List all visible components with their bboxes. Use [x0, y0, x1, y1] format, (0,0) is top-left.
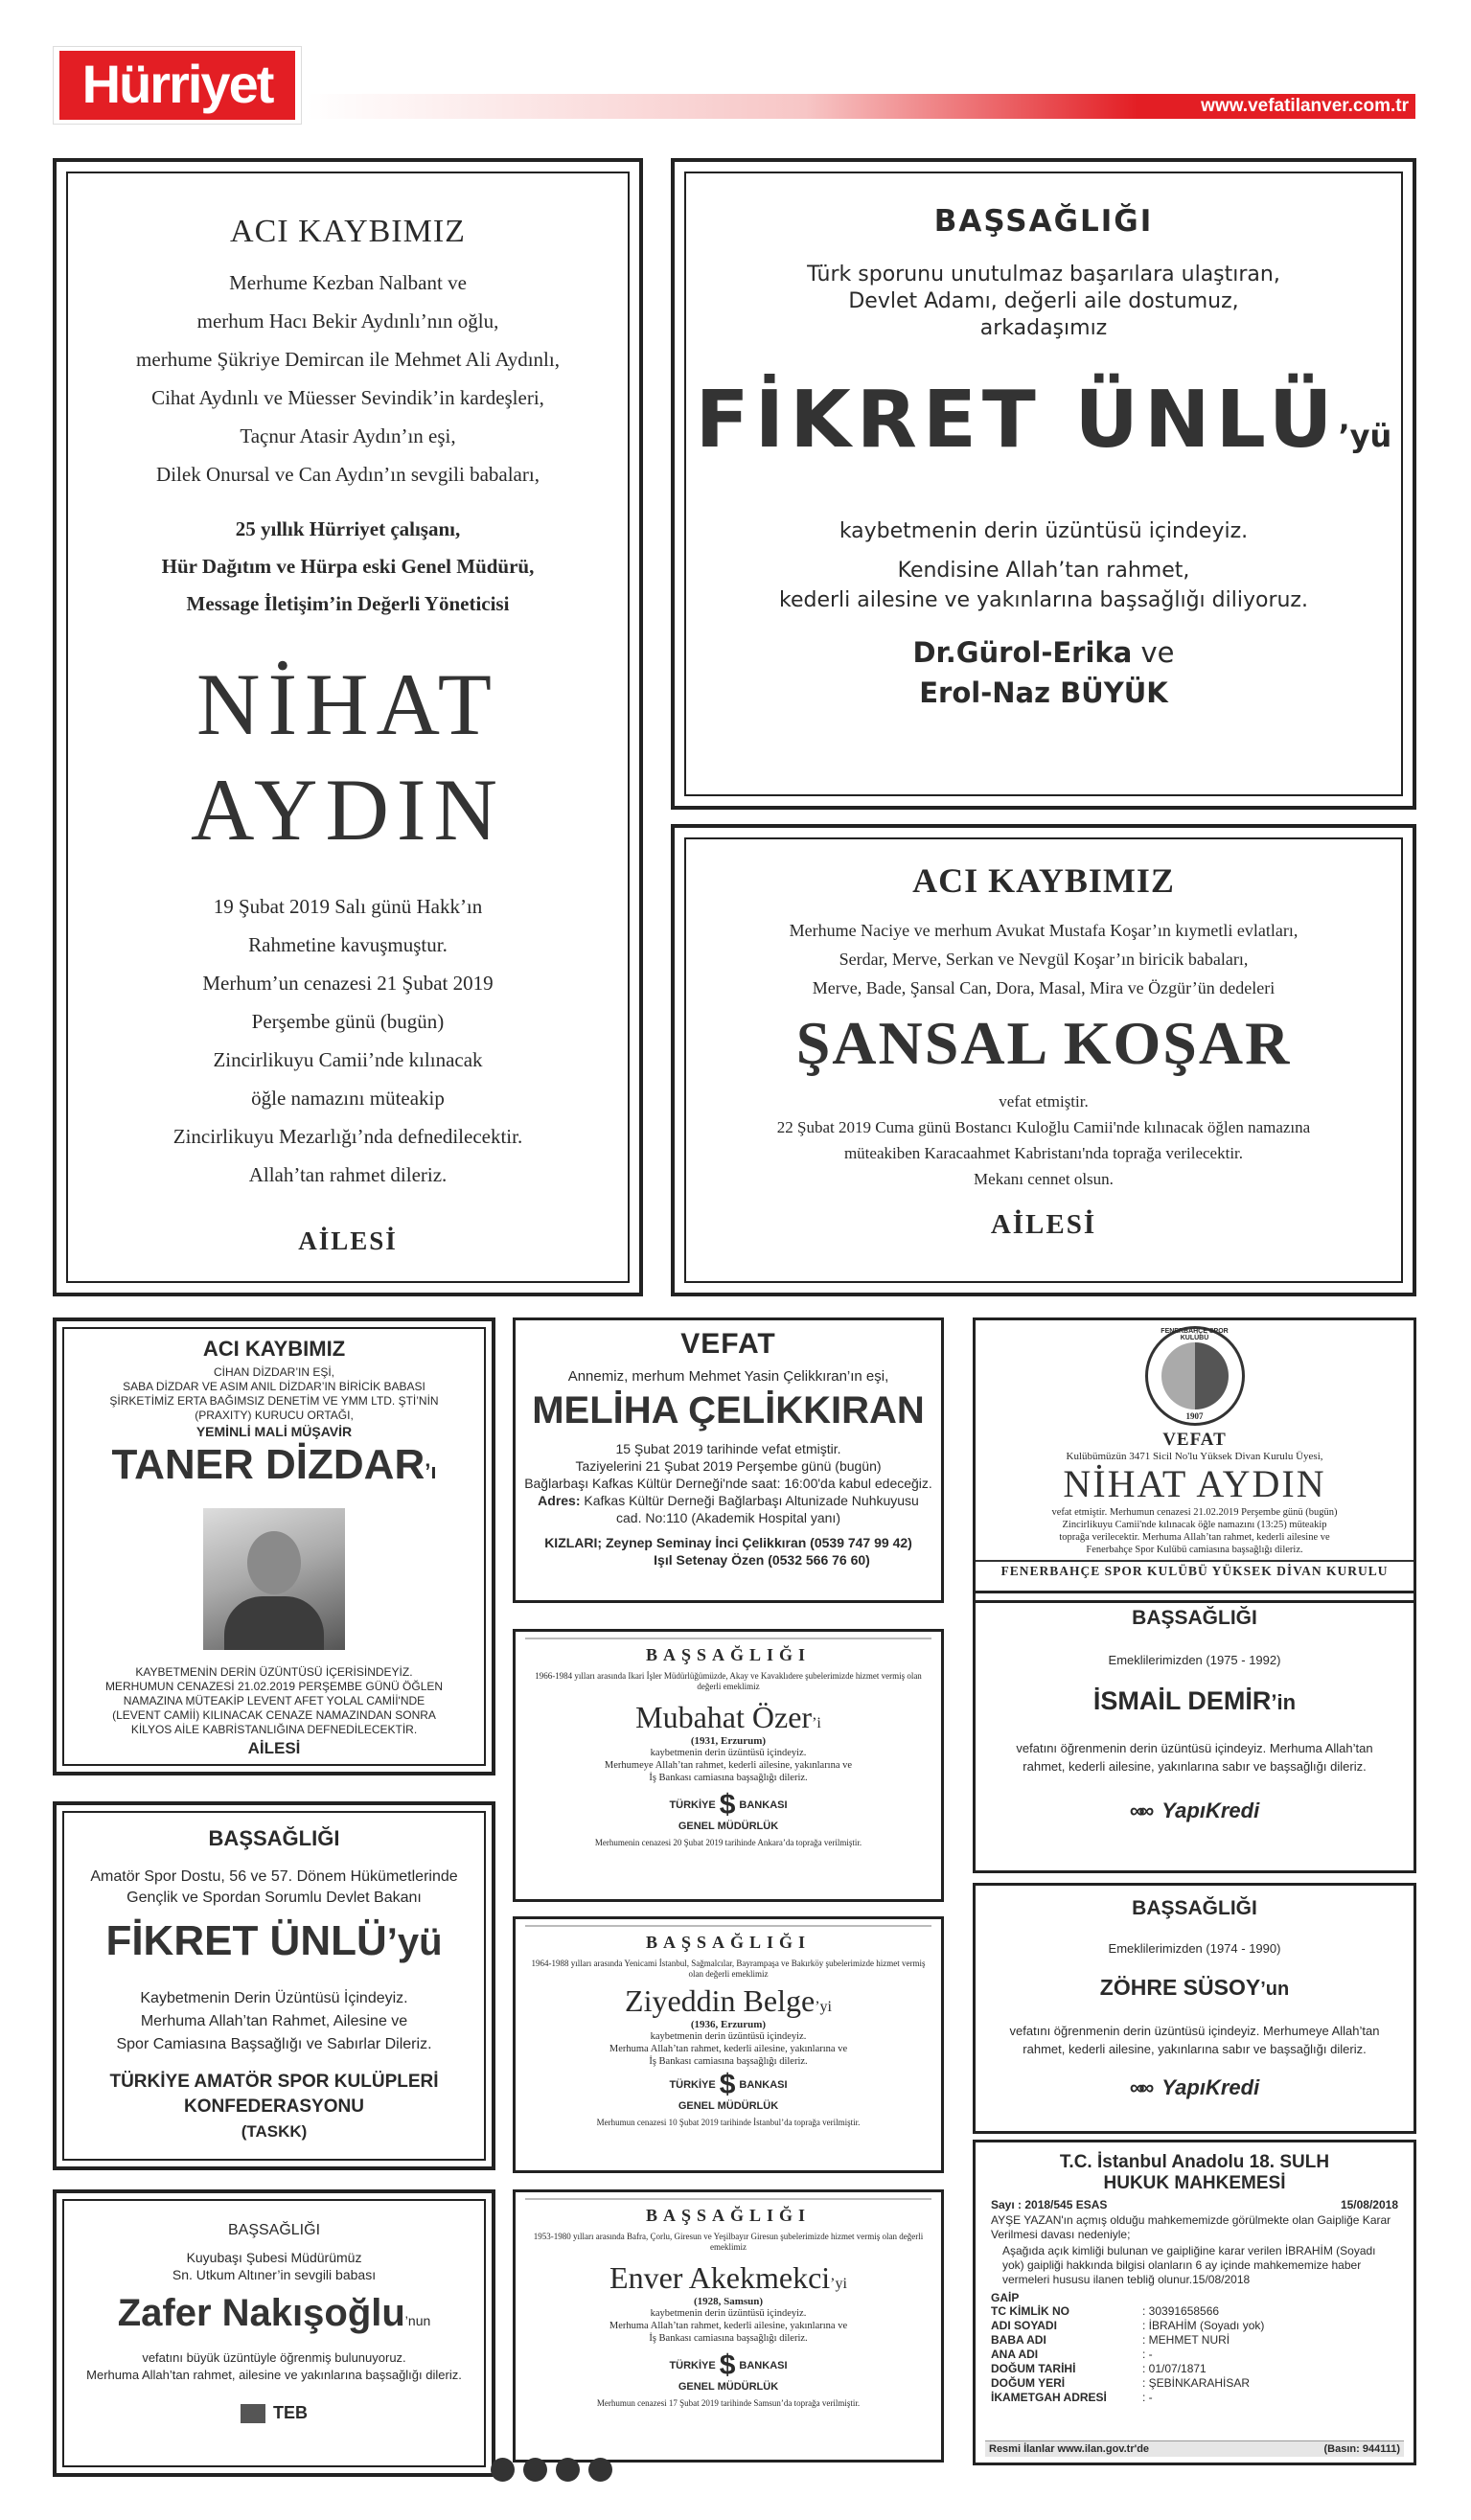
notice-field-label: ANA ADI: [991, 2348, 1039, 2361]
isbank-logo: [516, 1789, 941, 1821]
text-line: Taçnur Atasir Aydın’ın eşi,: [240, 424, 456, 447]
bank-text: BANKASI: [739, 1799, 788, 1811]
ad-title: ACI KAYBIMIZ: [912, 861, 1175, 900]
text-line: Dilek Onursal ve Can Aydın’ın sevgili babaları,: [156, 463, 540, 486]
text-line: KAYBETMENİN DERİN ÜZÜNTÜSÜ İÇERİSİNDEYİZ.: [135, 1665, 413, 1679]
name-text: ZÖHRE SÜSOY: [1099, 1975, 1261, 2000]
text-line: kaybetmenin derin üzüntüsü içindeyiz.: [650, 2031, 807, 2042]
notice-field-value: : ŞEBİNKARAHİSAR: [1142, 2376, 1251, 2390]
text-line: Emeklilerimizden (1975 - 1992): [1108, 1653, 1281, 1667]
signature-conj: ve: [1132, 636, 1175, 669]
name-suffix: ’ı: [425, 1459, 437, 1483]
notice-field-value: : 01/07/1871: [1142, 2362, 1207, 2375]
deceased-name: [516, 1700, 941, 1735]
name-suffix: ’yü: [386, 1921, 443, 1963]
text-line: Hür Dağıtım ve Hürpa eski Genel Müdürü,: [161, 555, 535, 578]
brand-logo: [53, 46, 302, 125]
notice-field-value: : İBRAHİM (Soyadı yok): [1142, 2319, 1265, 2332]
text-line: (1931, Erzurum): [690, 1735, 767, 1747]
ad-title: BAŞSAĞLIĞI: [1132, 1607, 1257, 1629]
text-line: Merhumenin cenazesi 20 Şubat 2019 tarihinde Ankara’da toprağa verilmiştir.: [594, 1838, 862, 1847]
teb-logo: [64, 2403, 484, 2423]
text-line: merhum Hacı Bekir Aydınlı’nın oğlu,: [196, 309, 499, 332]
text-line: 1966-1984 yılları arasında Ikari İşler Müdürlüğümüzde, Akay ve Kavaklıdere şubelerimizde hizmet vermiş olan değerli emeklimiz: [535, 1671, 922, 1691]
text-line: Annemiz, merhum Mehmet Yasin Çelikkıran’ın eşi,: [567, 1368, 889, 1385]
deceased-name: NİHAT AYDIN: [1063, 1462, 1326, 1505]
text-line: Merhume Kezban Nalbant ve: [229, 271, 467, 294]
notice-field-label: TC KİMLİK NO: [991, 2304, 1069, 2318]
isbank-logo: [516, 2349, 941, 2381]
deceased-name: [976, 1686, 1414, 1716]
text-line: Serdar, Merve, Serkan ve Nevgül Koşar’ın biricik babaları,: [839, 950, 1249, 969]
text-line: (1936, Erzurum): [690, 2019, 767, 2030]
text-line: vefat etmiştir.: [999, 1092, 1089, 1111]
name-text: Mubahat Özer: [635, 1700, 813, 1734]
text-line: İş Bankası camiasına başsağlığı dileriz.: [649, 2333, 808, 2344]
name-text: FİKRET ÜNLÜ: [105, 1917, 387, 1964]
notice-field-value: : -: [1142, 2391, 1153, 2404]
text-line: Bağlarbaşı Kafkas Kültür Derneği'nde saat: 16:00'da kabul edeceğiz.: [524, 1476, 932, 1491]
daughter-contact: Zeynep Seminay İnci Çelikkıran (0539 747 99 42): [605, 1535, 912, 1550]
yapikredi-logo: [976, 2075, 1414, 2100]
name-text: Ziyeddin Belge: [625, 1983, 816, 2018]
text-line: Merhumun cenazesi 17 Şubat 2019 tarihinde Samsun’da toprağa verilmiştir.: [596, 2398, 861, 2408]
name-suffix: ’i: [812, 1715, 821, 1731]
bank-text: BANKASI: [739, 2079, 788, 2091]
yapikredi-icon: ∞∞: [1129, 2075, 1149, 2099]
ad-title: ACI KAYBIMIZ: [230, 214, 466, 249]
text-line: merhume Şükriye Demircan ile Mehmet Ali Aydınlı,: [136, 348, 560, 371]
name-suffix: ’yi: [815, 1999, 832, 2015]
notice-field-label: ADI SOYADI: [991, 2319, 1057, 2332]
logo-text: YapıKredi: [1161, 2075, 1260, 2099]
bank-text: TÜRKİYE: [669, 1799, 716, 1811]
notice-field-value: : MEHMET NURİ: [1142, 2333, 1230, 2347]
name-suffix: ’un: [1260, 1979, 1290, 2000]
condolence-ziyeddin-belge: [513, 1916, 944, 2173]
text-line: Kuyubaşı Şubesi Müdürümüz: [186, 2250, 362, 2265]
text-line: kaybetmenin derin üzüntüsü içindeyiz.: [650, 2308, 807, 2319]
ad-title: BAŞSAĞLIĞI: [933, 204, 1154, 239]
notice-section: GAİP: [991, 2291, 1020, 2304]
text-line: Message İletişim’in Değerli Yöneticisi: [186, 592, 510, 615]
page-dot[interactable]: [556, 2458, 580, 2482]
obituary-taner-dizdar: [53, 1317, 495, 1775]
notice-row: [991, 2304, 1272, 2319]
condolence-enver-akekmekci: [513, 2189, 944, 2463]
address-label: Adres:: [538, 1493, 581, 1508]
notice-field-label: BABA ADI: [991, 2333, 1046, 2347]
yapikredi-icon: ∞∞: [1129, 1798, 1149, 1822]
name-text: Enver Akekmekci: [609, 2260, 831, 2295]
notice-table: [991, 2304, 1272, 2405]
ad-title: BAŞSAĞLIĞI: [645, 2206, 812, 2225]
text-line: Zincirlikuyu Camii’nde kılınacak: [213, 1048, 483, 1071]
name-text: TANER DİZDAR: [111, 1441, 425, 1488]
deceased-photo: [203, 1508, 345, 1650]
text-line: müteakiben Karacaahmet Kabristanı'nda toprağa verilecektir.: [843, 1144, 1244, 1162]
text-line: (1928, Samsun): [693, 2296, 764, 2307]
text-line: Devlet Adamı, değerli aile dostumuz,: [848, 289, 1239, 313]
text-line: Merhuma Allah’tan rahmet, kederli ailesine, yakınlarına ve: [609, 2044, 848, 2054]
text-line: Taziyelerini 21 Şubat 2019 Perşembe günü (bugün): [575, 1458, 882, 1474]
notice-row: [991, 2348, 1272, 2362]
text-line: YEMİNLİ MALİ MÜŞAVİR: [195, 1424, 353, 1439]
page-dot[interactable]: [523, 2458, 547, 2482]
ad-title: BAŞSAĞLIĞI: [208, 1826, 340, 1850]
text-line: Sn. Utkum Altıner’in sevgili babası: [172, 2267, 377, 2282]
text-line: 1964-1988 yılları arasında Yenicami İstanbul, Sağmalcılar, Bayrampaşa ve Bakırköy şubelerimizde hizmet vermiş olan değerli emeklimiz: [531, 1959, 926, 1979]
ad-title: BAŞSAĞLIĞI: [1132, 1897, 1257, 1919]
text-line: Cihat Aydınlı ve Müesser Sevindik’in kardeşleri,: [151, 386, 544, 409]
signature: AİLESİ: [247, 1739, 301, 1757]
text-line: Mekanı cennet olsun.: [974, 1170, 1114, 1188]
text-line: KİLYOS AİLE KABRİSTANLIĞINA DEFNEDİLECEKTİR.: [130, 1723, 418, 1736]
text-line: İş Bankası camiasına başsağlığı dileriz.: [649, 1773, 808, 1783]
text-line: vefatını öğrenmenin derin üzüntüsü içindeyiz. Merhumeye Allah’tan: [1009, 2024, 1380, 2038]
deceased-first-name: NİHAT: [196, 655, 499, 753]
isbank-icon: $: [719, 2069, 736, 2100]
notice-title: HUKUK MAHKEMESİ: [1103, 2173, 1286, 2193]
text-line: rahmet, kederli ailesine, yakınlarına sabır ve başsağlığı dileriz.: [1023, 1759, 1367, 1774]
text-line: (PRAXITY) KURUCU ORTAĞI,: [195, 1409, 354, 1422]
footer-link[interactable]: Resmi İlanlar www.ilan.gov.tr'de: [989, 2443, 1150, 2455]
deceased-name: [64, 1441, 484, 1499]
notice-title: T.C. İstanbul Anadolu 18. SULH: [1059, 2152, 1330, 2172]
obituary-sansal-kosar: [671, 824, 1416, 1296]
text-line: 1953-1980 yılları arasında Bafra, Çorlu, Giresun ve Yeşilbayır Giresun şubelerimizde hizmet vermiş olan değerli emeklimiz: [533, 2232, 924, 2252]
signature-names: Dr.Gürol-Erika: [912, 636, 1133, 669]
text-line: (LEVENT CAMİİ) KILINACAK CENAZE NAMAZINDAN SONRA: [112, 1708, 436, 1722]
isbank-icon: $: [719, 2349, 736, 2381]
notice-date: 15/08/2018: [1340, 2198, 1398, 2211]
text-line: Spor Camiasına Başsağlığı ve Sabırlar Dileriz.: [116, 2036, 432, 2052]
text-line: 25 yıllık Hürriyet çalışanı,: [235, 517, 461, 540]
text-line: Merve, Bade, Şansal Can, Dora, Masal, Mira ve Özgür’ün dedeleri: [812, 978, 1276, 997]
text-line: 15 Şubat 2019 tarihinde vefat etmiştir.: [615, 1441, 841, 1456]
deceased-name: [516, 1983, 941, 2019]
text-line: Rahmetine kavuşmuştur.: [248, 933, 448, 956]
text-line: Allah’tan rahmet dileriz.: [248, 1163, 448, 1186]
text-line: Gençlik ve Spordan Sorumlu Devlet Bakanı: [126, 1890, 422, 1906]
notice-field-value: : -: [1142, 2348, 1153, 2361]
notice-paragraph: Aşağıda açık kimliği bulunan ve gaipliğine karar verilen İBRAHİM (Soyadı yok) gaipliği hakkında bilgisi olanların 6 ay içinde mahkememize haber vermeleri hususu ilanen tebliğ olunur.15/08/2018: [1002, 2244, 1376, 2286]
brand-name: Hürriyet: [59, 51, 295, 120]
club-badge: [1145, 1326, 1245, 1426]
notice-row: [991, 2319, 1272, 2333]
deceased-name: [686, 375, 1401, 488]
text-line: 22 Şubat 2019 Cuma günü Bostancı Kuloğlu Camii'nde kılınacak öğlen namazına: [776, 1118, 1311, 1136]
notice-row: [991, 2391, 1272, 2405]
deceased-name: [64, 2289, 484, 2346]
deceased-last-name: AYDIN: [191, 761, 505, 859]
badge-year: 1907: [1185, 1411, 1204, 1421]
page-dot[interactable]: [491, 2458, 515, 2482]
notice-row: [991, 2333, 1272, 2348]
text-line: Kendisine Allah’tan rahmet,: [897, 559, 1190, 583]
text-line: Kaybetmenin Derin Üzüntüsü İçindeyiz.: [140, 1990, 408, 2006]
bank-subtitle: GENEL MÜDÜRLÜK: [678, 2100, 779, 2112]
ornament-line: [525, 1638, 931, 1639]
text-line: CİHAN DİZDAR’IN EŞİ,: [213, 1365, 334, 1379]
text-line: Merhume Naciye ve merhum Avukat Mustafa Koşar’ın kıymetli evlatları,: [789, 921, 1299, 940]
signature: KONFEDERASYONU: [184, 2096, 364, 2117]
text-line: öğle namazını müteakip: [251, 1087, 445, 1110]
text-line: 19 Şubat 2019 Salı günü Hakk’ın: [213, 895, 483, 918]
ad-title: ACI KAYBIMIZ: [202, 1337, 346, 1361]
isbank-icon: $: [719, 1789, 736, 1821]
deceased-name: [976, 1975, 1414, 2001]
ornament-line: [525, 2198, 931, 2200]
notice-paragraph: AYŞE YAZAN'ın açmış olduğu mahkememizde görülmekte olan Gaipliğe Karar Verilmesi davası nedeniyle;: [991, 2213, 1391, 2241]
text-line: İş Bankası camiasına başsağlığı dileriz.: [649, 2056, 808, 2067]
bank-subtitle: GENEL MÜDÜRLÜK: [678, 1821, 779, 1832]
name-text: İSMAİL DEMİR: [1092, 1686, 1272, 1715]
obituary-meliha-celikkiran: [513, 1317, 944, 1603]
ornament-line: [525, 1925, 931, 1927]
signature: AİLESİ: [990, 1209, 1097, 1240]
text-line: Perşembe günü (bugün): [251, 1010, 445, 1033]
bank-text: TÜRKİYE: [669, 2360, 716, 2371]
text-line: kederli ailesine ve yakınlarına başsağlığı diliyoruz.: [779, 588, 1308, 612]
text-line: Kulübümüzün 3471 Sicil No'lu Yüksek Divan Kurulu Üyesi,: [1066, 1451, 1323, 1462]
case-number: Sayı : 2018/545 ESAS: [991, 2198, 1108, 2211]
text-line: Merhum’un cenazesi 21 Şubat 2019: [202, 972, 494, 995]
court-notice: [973, 2140, 1416, 2465]
deceased-name: MELİHA ÇELİKKIRAN: [532, 1389, 925, 1432]
text-line: Merhuma Allah’tan rahmet, ailesine ve yakınlarına başsağlığı dileriz.: [86, 2368, 462, 2382]
notice-field-label: İKAMETGAH ADRESİ: [991, 2391, 1107, 2404]
signature: TÜRKİYE AMATÖR SPOR KULÜPLERİ: [109, 2072, 439, 2092]
text-line: MERHUMUN CENAZESİ 21.02.2019 PERŞEMBE GÜNÜ ÖĞLEN: [104, 1680, 444, 1693]
text-line: Fenerbahçe Spor Kulübü camiasına başsağlığı dileriz.: [1086, 1545, 1303, 1555]
text-line: Merhuma Allah’tan Rahmet, Ailesine ve: [140, 2013, 408, 2029]
name-suffix: ’in: [1271, 1690, 1297, 1714]
condolence-mubahat-ozer: [513, 1629, 944, 1902]
text-line: arkadaşımız: [979, 316, 1108, 340]
name-text: FİKRET ÜNLÜ: [695, 375, 1339, 466]
text-line: vefatını büyük üzüntüyle öğrenmiş bulunuyoruz.: [142, 2350, 406, 2365]
page-indicator: [491, 2458, 612, 2482]
text-line: NAMAZINA MÜTEAKİP LEVENT AFET YOLAL CAMİİ'NDE: [123, 1694, 425, 1707]
ad-title: BAŞSAĞLIĞI: [227, 2222, 321, 2238]
text-line: vefatını öğrenmenin derin üzüntüsü içindeyiz. Merhuma Allah’tan: [1016, 1741, 1373, 1755]
logo-text: TEB: [273, 2403, 308, 2422]
deceased-name: [64, 1914, 484, 1978]
notice-field-label: DOĞUM YERİ: [991, 2376, 1066, 2390]
signature: FENERBAHÇE SPOR KULÜBÜ YÜKSEK DİVAN KURULU: [976, 1560, 1414, 1579]
text-line: rahmet, kederli ailesine, yakınlarına sabır ve başsağlığı dileriz.: [1023, 2042, 1367, 2056]
condolence-fikret-unlu: [671, 158, 1416, 810]
text-line: ŞİRKETİMİZ ERTA BAĞIMSIZ DENETİM VE YMM LTD. ŞTİ’NİN: [109, 1394, 439, 1408]
condolence-ismail-demir: [973, 1591, 1416, 1873]
name-text: Zafer Nakışoğlu: [117, 2292, 405, 2334]
daughter-contact: Işıl Setenay Özen (0532 566 76 60): [654, 1552, 870, 1568]
name-suffix: ’nun: [404, 2313, 431, 2328]
notice-field-value: : 30391658566: [1142, 2304, 1220, 2318]
notice-row: [991, 2362, 1272, 2376]
text-line: Merhumun cenazesi 10 Şubat 2019 tarihinde İstanbul’da toprağa verilmiştir.: [596, 2118, 861, 2127]
text-line: kaybetmenin derin üzüntüsü içindeyiz.: [650, 1748, 807, 1758]
bank-text: BANKASI: [739, 2360, 788, 2371]
ad-title: BAŞSAĞLIĞI: [645, 1645, 812, 1664]
text-line: toprağa verilecektir. Merhuma Allah’tan rahmet, kederli ailesine ve: [1059, 1532, 1330, 1543]
condolence-taskk: [53, 1801, 495, 2170]
text-line: Amatör Spor Dostu, 56 ve 57. Dönem Hükümetlerinde: [90, 1868, 458, 1885]
ad-title: BAŞSAĞLIĞI: [645, 1933, 812, 1952]
text-line: vefat etmiştir. Merhumun cenazesi 21.02.2019 Perşembe günü (bugün): [1051, 1507, 1338, 1518]
name-suffix: ’yi: [830, 2276, 847, 2292]
address-text: Kafkas Kültür Derneği Bağlarbaşı Altunizade Nuhkuyusu cad. No:110 (Akademik Hospital yanı): [584, 1493, 919, 1525]
signature: AİLESİ: [298, 1226, 398, 1255]
isbank-logo: [516, 2069, 941, 2100]
teb-icon: [241, 2404, 265, 2423]
notice-field-label: DOĞUM TARİHİ: [991, 2362, 1076, 2375]
obituary-fenerbahce: [973, 1317, 1416, 1603]
text-line: SABA DİZDAR VE ASIM ANIL DİZDAR’IN BİRİCİK BABASI: [123, 1380, 425, 1393]
text-line: Zincirlikuyu Mezarlığı’nda defnedilecektir.: [172, 1125, 523, 1148]
deceased-name: [516, 2260, 941, 2296]
text-line: Türk sporunu unutulmaz başarılara ulaştıran,: [807, 263, 1280, 286]
text-line: Merhumeye Allah’tan rahmet, kederli ailesine, yakınlarına ve: [604, 1760, 853, 1771]
page-dot[interactable]: [588, 2458, 612, 2482]
text-line: Zincirlikuyu Camii'nde kılınacak öğle namazını (13:25) müteakip: [1062, 1520, 1327, 1530]
text-line: kaybetmenin derin üzüntüsü içindeyiz.: [839, 519, 1249, 543]
ad-title: VEFAT: [1162, 1430, 1227, 1450]
notice-footer: [985, 2440, 1404, 2457]
deceased-name: ŞANSAL KOŞAR: [795, 1009, 1292, 1077]
footer-ref: (Basın: 944111): [1323, 2443, 1400, 2455]
badge-text: FENERBAHÇE SPOR KULÜBÜ: [1161, 1328, 1229, 1341]
obituary-nihat-aydin: [53, 158, 643, 1296]
logo-text: YapıKredi: [1161, 1798, 1260, 1822]
name-suffix: ’yü: [1338, 418, 1392, 454]
signature: (TASKK): [241, 2122, 308, 2141]
text-line: Emeklilerimizden (1974 - 1990): [1108, 1941, 1281, 1956]
condolence-zohre-susoy: [973, 1883, 1416, 2134]
ad-title: VEFAT: [680, 1328, 776, 1360]
bank-text: TÜRKİYE: [669, 2079, 716, 2091]
site-url[interactable]: www.vefatilanver.com.tr: [1201, 96, 1409, 116]
bank-subtitle: GENEL MÜDÜRLÜK: [678, 2381, 779, 2393]
signature-names: Erol-Naz BÜYÜK: [919, 676, 1168, 709]
condolence-zafer-nakisoglu: [53, 2189, 495, 2477]
yapikredi-logo: [976, 1798, 1414, 1823]
daughters-label: KIZLARI;: [544, 1535, 603, 1550]
notice-row: [991, 2376, 1272, 2391]
text-line: Merhuma Allah’tan rahmet, kederli ailesine, yakınlarına ve: [609, 2321, 848, 2331]
